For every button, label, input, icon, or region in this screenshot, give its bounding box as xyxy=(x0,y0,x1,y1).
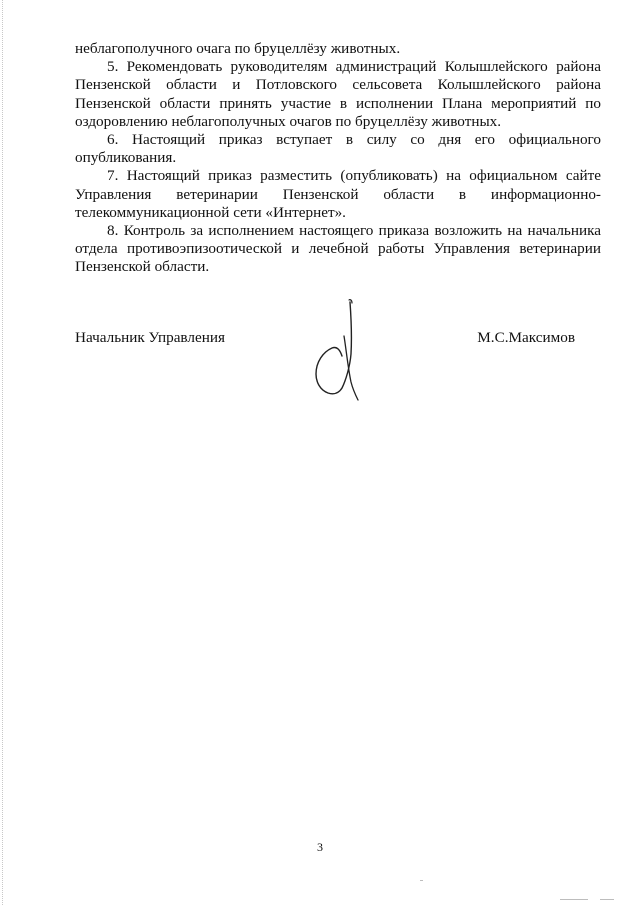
page-number: 3 xyxy=(317,840,323,854)
scan-speck xyxy=(420,880,423,881)
scan-speck xyxy=(560,899,588,900)
paragraph-item-6: 6. Настоящий приказ вступает в силу со дня его официального опубликования. xyxy=(75,131,601,167)
document-body xyxy=(75,40,601,277)
signer-title: Начальник Управления xyxy=(75,329,225,346)
scan-speck xyxy=(600,899,614,900)
paragraph-item-8: 8. Контроль за исполнением настоящего приказа возложить на начальника отдела противоэпизоотической и лечебной работы Управления ветеринарии Пензенской области. xyxy=(75,222,601,276)
paragraph-continuation: неблагополучного очага по бруцеллёзу животных. xyxy=(75,40,401,57)
signer-name: М.С.Максимов xyxy=(477,329,575,346)
scan-edge-line xyxy=(2,0,4,905)
handwritten-signature xyxy=(306,296,366,404)
paragraph-item-7: 7. Настоящий приказ разместить (опубликовать) на официальном сайте Управления ветеринарии Пензенской области в информационно-телекоммуникационной сети «Интернет». xyxy=(75,167,601,221)
paragraph-item-5: 5. Рекомендовать руководителям администраций Колышлейского района Пензенской области и Потловского сельсовета Колышлейского района Пензенской области принять участие в исполнении Плана мероприятий по оздоровлению неблагополучных очагов по бруцеллёзу животных. xyxy=(75,58,601,130)
